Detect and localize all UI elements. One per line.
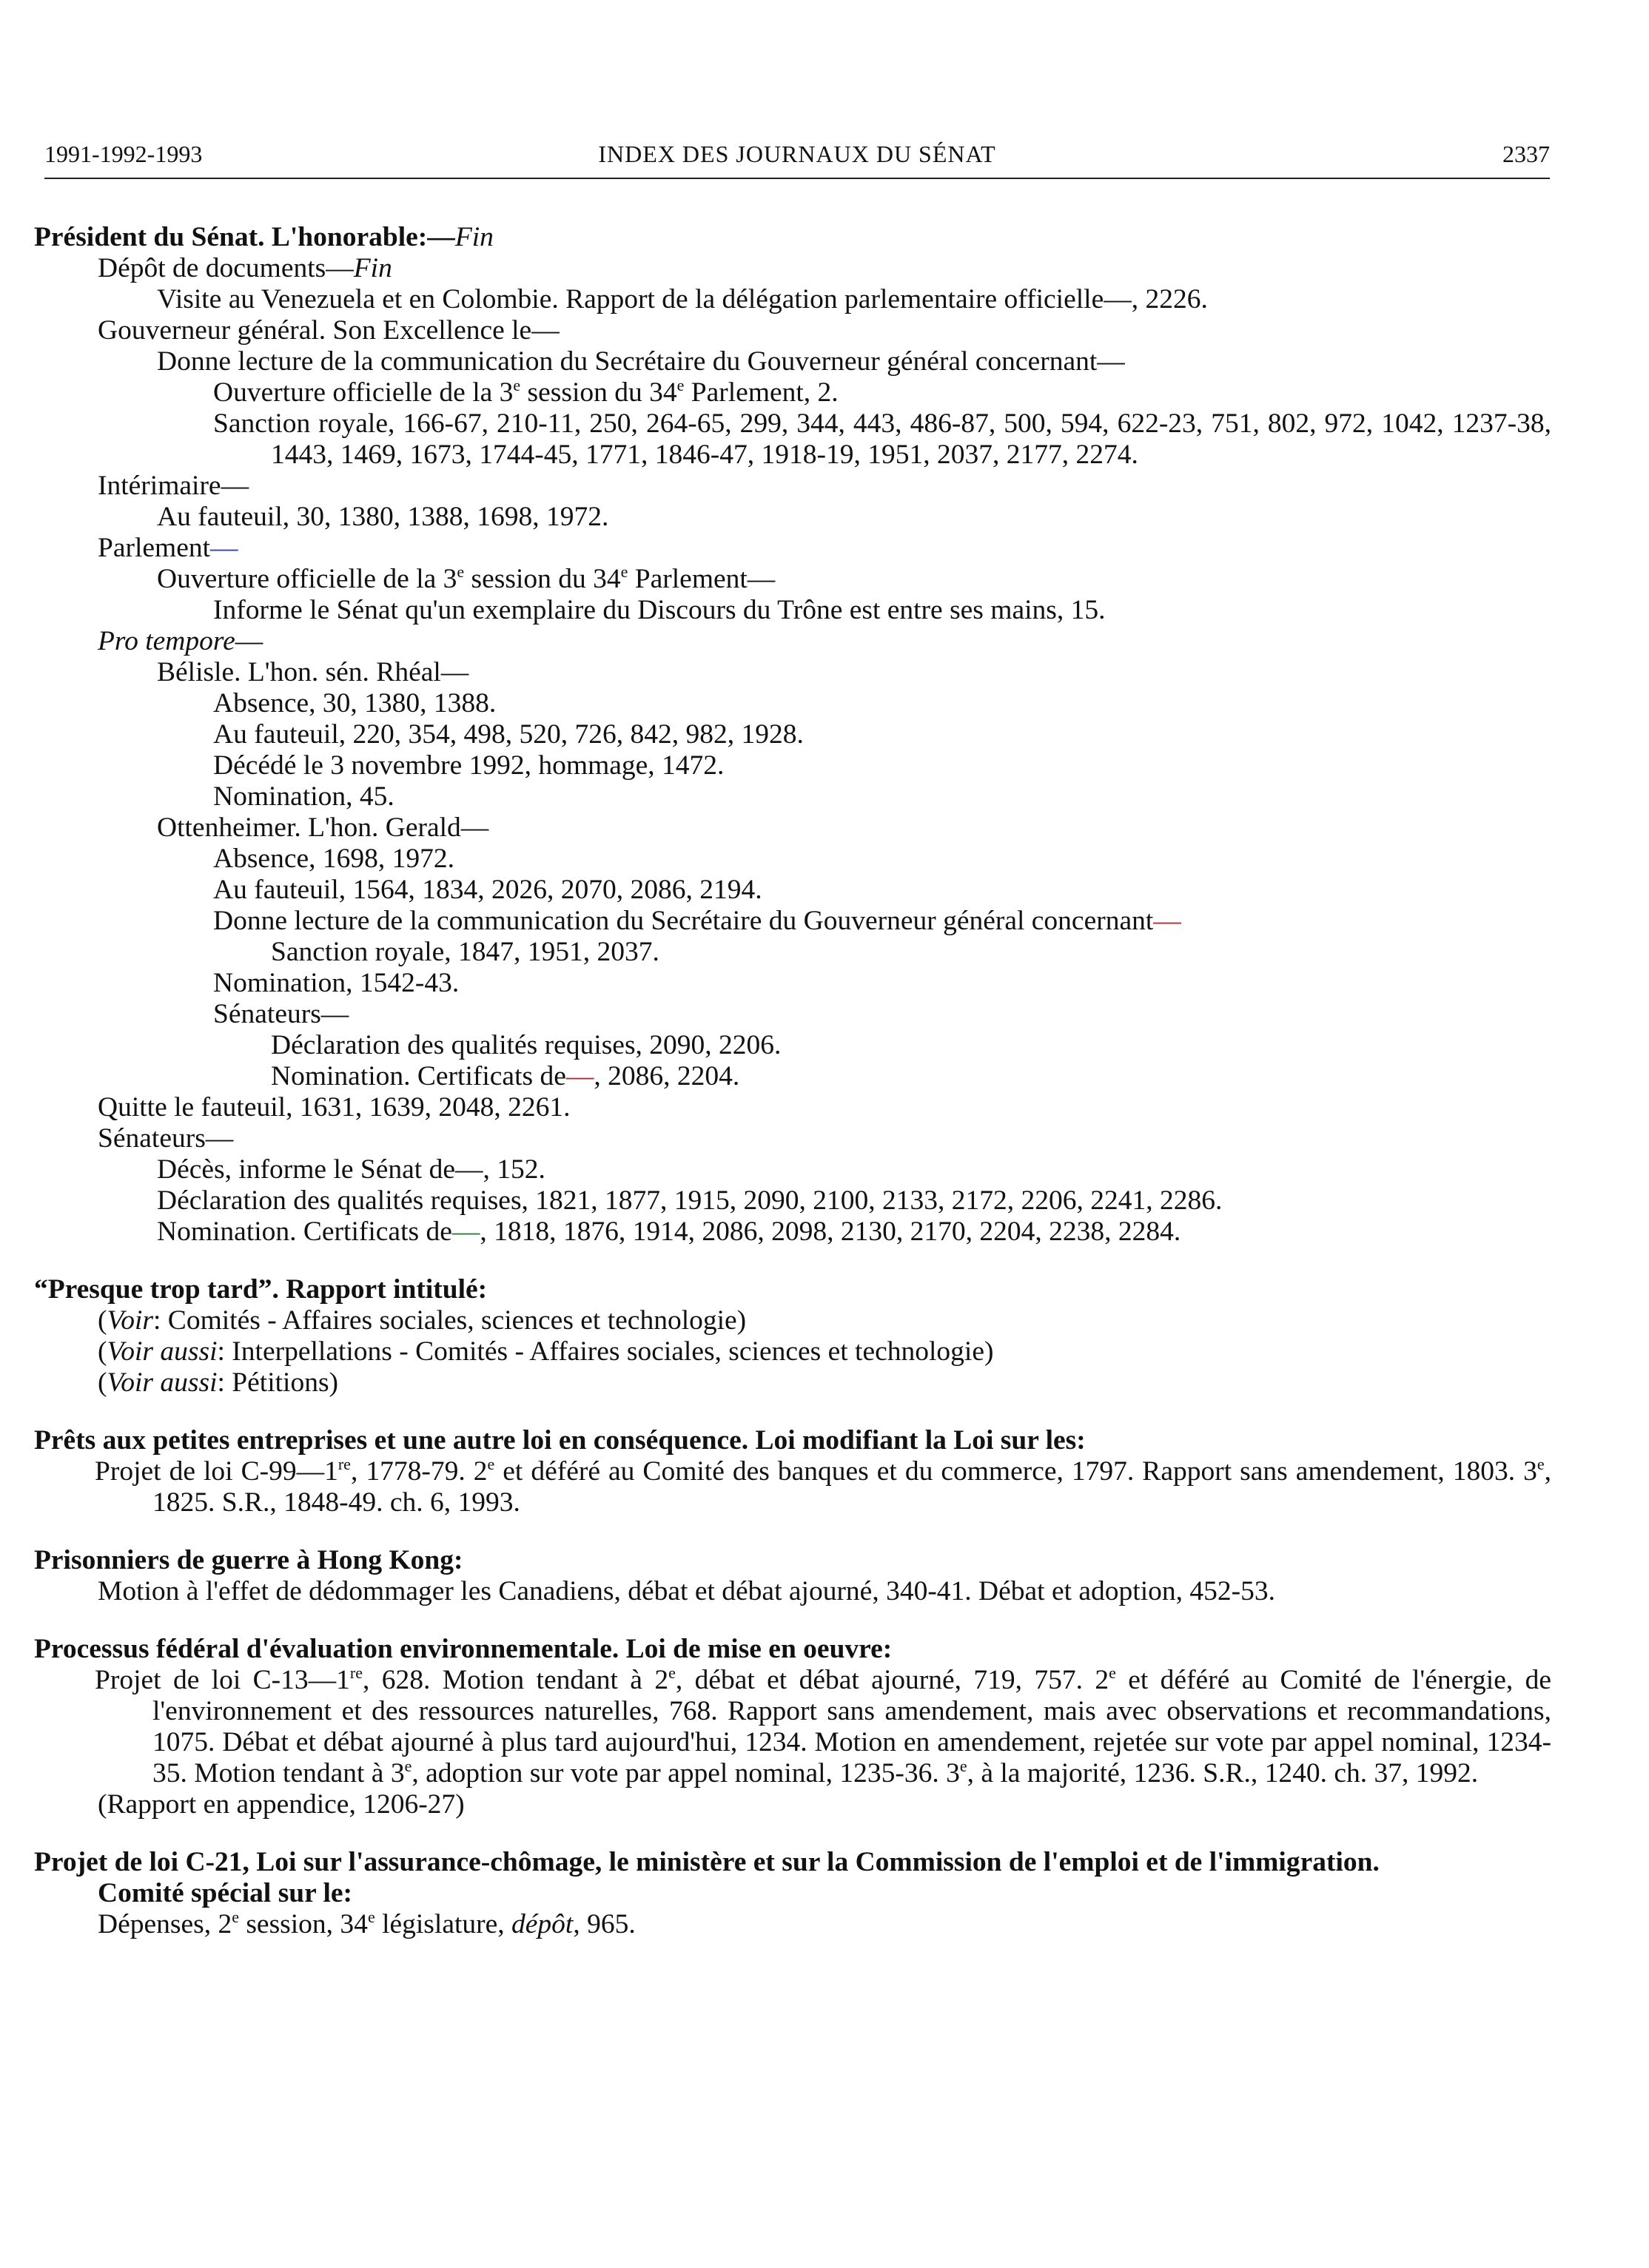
subentry-belisle: Bélisle. L'hon. sén. Rhéal— [157,657,469,687]
subentry-processus-rapport: (Rapport en appendice, 1206-27) [98,1789,465,1820]
subentry-quitte: Quitte le fauteuil, 1631, 1639, 2048, 2261. [98,1092,571,1123]
subentry-certificats: Nomination. Certificats de—, 1818, 1876, 1914, 2086, 2098, 2130, 2170, 2204, 2238, 2284. [157,1217,1181,1247]
subentry-ott-absence: Absence, 1698, 1972. [213,844,454,874]
subentry-ott-donne: Donne lecture de la communication du Secrétaire du Gouverneur général concernant— [213,906,1181,936]
subentry-deces: Décès, informe le Sénat de—, 152. [157,1154,545,1185]
subentry-processus-projet: Projet de loi C-13—1re, 628. Motion tendant à 2e, débat et débat ajourné, 719, 757. 2e et déféré au Comité de l'énergie, de l'environnement et des ressources naturelles, 768. Rapport sans amendement, mais avec observations et recommandations, 1075. Débat et débat ajourné à plus tard aujourd'hui, 1234. Motion en amendement, rejetée sur vote par appel nominal, 1234-35. Motion tendant à 3e, adoption sur vote par appel nominal, 1235-36. 3e, à la majorité, 1236. S.R., 1240. ch. 37, 1992. [95,1663,1551,1789]
subentry-declaration: Déclaration des qualités requises, 1821, 1877, 1915, 2090, 2100, 2133, 2172, 2206, 2241, 2286. [157,1185,1223,1216]
entry-heading-processus: Processus fédéral d'évaluation environnementale. Loi de mise en oeuvre: [34,1634,893,1664]
see-also-reference: (Voir aussi: Interpellations - Comités - Affaires sociales, sciences et technologie) [98,1336,994,1367]
subentry-prisonniers-motion: Motion à l'effet de dédommager les Canadiens, débat et débat ajourné, 340-41. Débat et adoption, 452-53. [98,1576,1276,1606]
subentry-ott-sanction: Sanction royale, 1847, 1951, 2037. [271,937,659,967]
entry-heading-presque: “Presque trop tard”. Rapport intitulé: [34,1274,488,1305]
subentry-ottenheimer: Ottenheimer. L'hon. Gerald— [157,812,489,843]
subentry-ouverture: Ouverture officielle de la 3e session du 34e Parlement, 2. [213,376,839,408]
subentry-ott-senateurs: Sénateurs— [213,999,349,1029]
entry-heading-prisonniers: Prisonniers de guerre à Hong Kong: [34,1545,463,1575]
see-also-reference: (Voir aussi: Pétitions) [98,1367,339,1398]
entry-heading-prets: Prêts aux petites entreprises et une autre loi en conséquence. Loi modifiant la Loi sur les: [34,1425,1086,1456]
subentry-ott-fauteuil: Au fauteuil, 1564, 1834, 2026, 2070, 2086, 2194. [213,875,762,905]
subentry-sanction: Sanction royale, 166-67, 210-11, 250, 264-65, 299, 344, 443, 486-87, 500, 594, 622-23, 751, 802, 972, 1042, 1237-38, 1443, 1469, 1673, 1744-45, 1771, 1846-47, 1918-19, 1951, 2037, 2177, 2274. [213,408,1551,470]
subentry-belisle-absence: Absence, 30, 1380, 1388. [213,688,497,719]
subentry-donne-lecture: Donne lecture de la communication du Secrétaire du Gouverneur général concernant— [157,346,1125,377]
page-number: 2337 [1502,141,1550,167]
subentry-ott-declaration: Déclaration des qualités requises, 2090, 2206. [271,1030,782,1060]
subentry-prets-projet: Projet de loi C-99—1re, 1778-79. 2e et déféré au Comité des banques et du commerce, 1797. Rapport sans amendement, 1803. 3e, 1825. S.R., 1848-49. ch. 6, 1993. [95,1455,1551,1518]
subentry-gouverneur: Gouverneur général. Son Excellence le— [98,315,560,346]
subentry-interimaire: Intérimaire— [98,471,249,501]
page-header [44,141,1550,179]
see-reference: (Voir: Comités - Affaires sociales, sciences et technologie) [98,1305,747,1336]
entry-heading-c21: Projet de loi C-21, Loi sur l'assurance-chômage, le ministère et sur la Commission de l'emploi et de l'immigration. [34,1847,1380,1877]
subentry-visite: Visite au Venezuela et en Colombie. Rapport de la délégation parlementaire officielle—, 2226. [157,284,1208,314]
subentry-depot: Dépôt de documents—Fin [98,253,392,283]
subentry-pro-tempore: Pro tempore— [98,626,263,656]
entry-subheading-c21: Comité spécial sur le: [98,1878,353,1908]
subentry-ott-nomination: Nomination, 1542-43. [213,968,460,998]
subentry-belisle-fauteuil: Au fauteuil, 220, 354, 498, 520, 726, 842, 982, 1928. [213,719,804,750]
header-title: INDEX DES JOURNAUX DU SÉNAT [598,141,996,167]
subentry-belisle-nomination: Nomination, 45. [213,781,394,812]
entry-heading-president: Président du Sénat. L'honorable:—Fin [34,222,494,252]
index-content [34,222,1551,1940]
subentry-interimaire-fauteuil: Au fauteuil, 30, 1380, 1388, 1698, 1972. [157,502,609,532]
header-years: 1991-1992-1993 [44,141,203,167]
subentry-ott-certificats: Nomination. Certificats de—, 2086, 2204. [271,1061,740,1091]
subentry-senateurs: Sénateurs— [98,1123,234,1154]
subentry-informe: Informe le Sénat qu'un exemplaire du Discours du Trône est entre ses mains, 15. [213,595,1106,625]
subentry-belisle-decede: Décédé le 3 novembre 1992, hommage, 1472. [213,750,725,781]
subentry-parl-ouverture: Ouverture officielle de la 3e session du 34e Parlement— [157,562,776,594]
subentry-c21-depenses: Dépenses, 2e session, 34e législature, dépôt, 965. [98,1908,636,1939]
subentry-parlement: Parlement— [98,533,238,563]
